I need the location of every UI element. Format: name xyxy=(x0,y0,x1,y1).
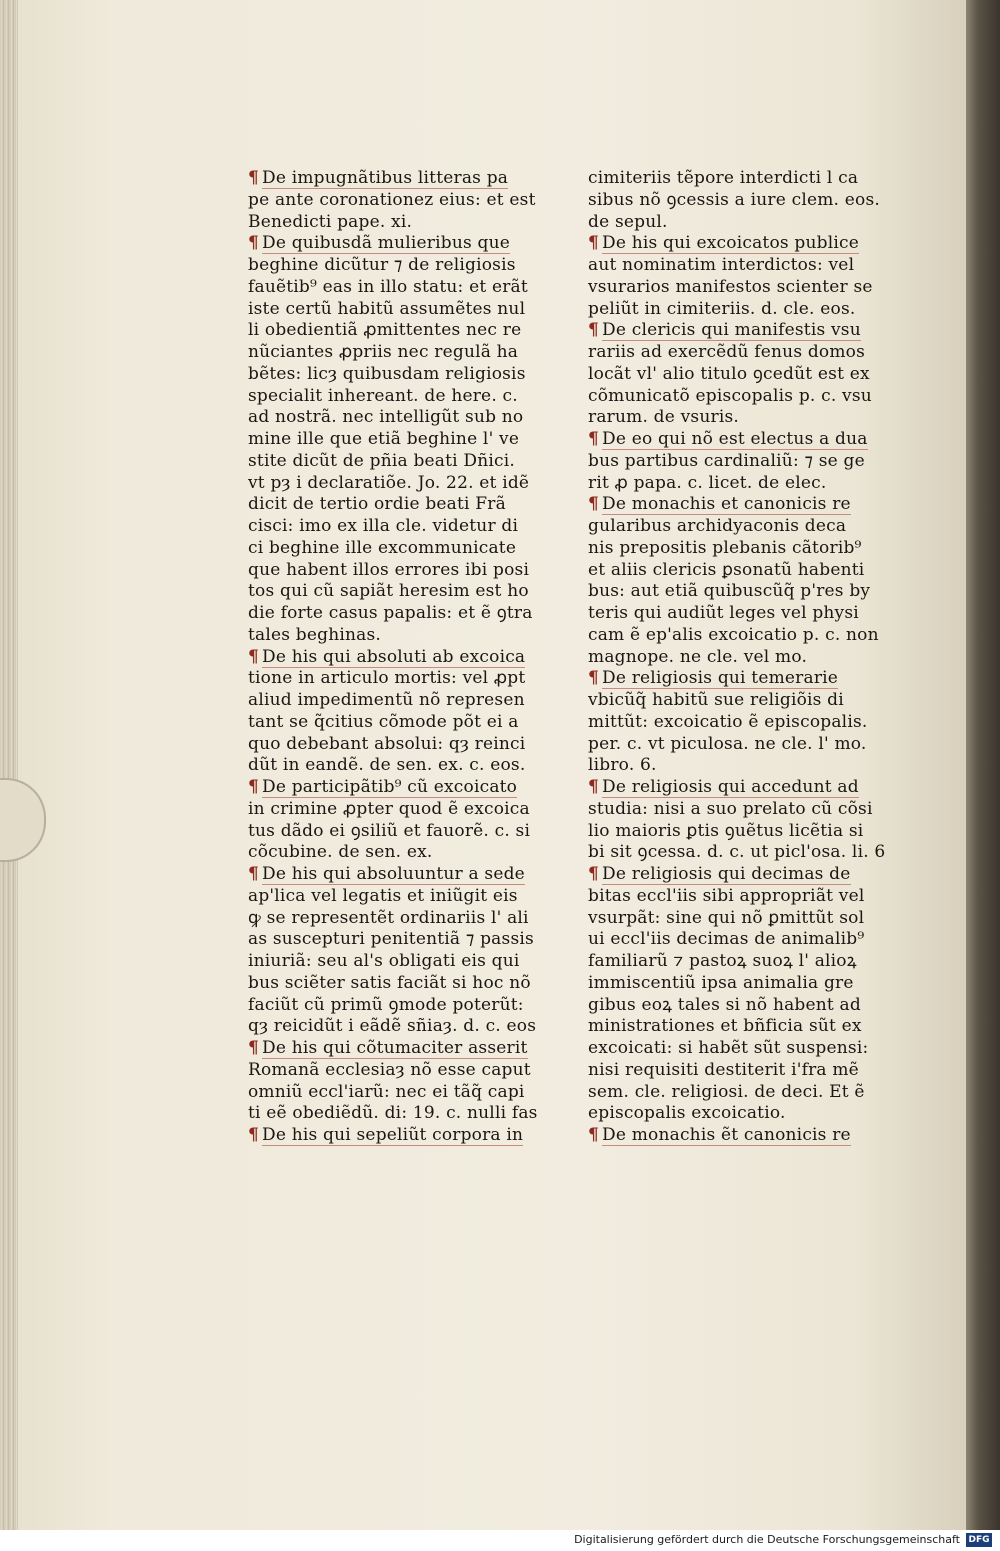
line-text: vbicũq̃ habitũ sue religiõis di xyxy=(588,690,844,710)
text-line xyxy=(588,320,908,342)
text-line xyxy=(588,625,908,647)
text-line xyxy=(248,451,568,473)
text-line xyxy=(588,886,908,908)
line-text: que habent illos errores ibi posi xyxy=(248,559,530,580)
text-line xyxy=(248,668,568,690)
right-text-column xyxy=(588,168,908,1147)
text-line xyxy=(248,168,568,190)
line-text: teris qui audiũt leges vel physi xyxy=(588,603,859,623)
pilcrow-icon: ¶ xyxy=(248,1038,260,1058)
line-text: De his qui cõtumaciter asserit xyxy=(262,1038,528,1058)
line-text: De his qui absoluuntur a sede xyxy=(262,864,525,884)
line-text: studia: nisi a suo prelato cũ cõsi xyxy=(588,798,873,819)
text-line xyxy=(248,1038,568,1060)
text-line xyxy=(588,581,908,603)
text-line xyxy=(588,516,908,538)
pilcrow-icon: ¶ xyxy=(588,429,600,449)
line-text: vt pȝ i declaratiõe. Jo. 22. et idẽ xyxy=(248,472,530,493)
text-line xyxy=(248,864,568,886)
line-text: Romanã ecclesiaȝ nõ esse caput xyxy=(248,1059,531,1080)
text-line xyxy=(248,386,568,408)
text-line xyxy=(588,777,908,799)
line-text: specialit inhereant. de here. c. xyxy=(248,385,518,406)
line-text: quo debebant absolui: qȝ reinci xyxy=(248,733,526,754)
text-line xyxy=(588,973,908,995)
text-line xyxy=(588,821,908,843)
line-text: De religiosis qui decimas de xyxy=(602,864,851,884)
line-text: beghine dicũtur ⁊ de religiosis xyxy=(248,255,516,275)
line-text: De his qui absoluti ab excoica xyxy=(262,646,526,667)
line-text: excoicati: si habẽt sũt suspensi: xyxy=(588,1038,869,1058)
line-text: rarum. de vsuris. xyxy=(588,407,739,428)
text-line xyxy=(248,277,568,299)
text-line xyxy=(588,1082,908,1104)
text-line xyxy=(248,647,568,669)
line-text: De impugnãtibus litteras pa xyxy=(262,168,509,188)
line-text: sem. cle. religiosi. de deci. Et ẽ xyxy=(588,1081,865,1102)
text-line xyxy=(588,995,908,1017)
text-line xyxy=(588,212,908,234)
line-text: De his qui sepeliũt corpora in xyxy=(262,1125,524,1145)
line-text: cimiteriis tẽpore interdicti l ca xyxy=(588,168,859,188)
text-line xyxy=(588,908,908,930)
line-text: magnope. ne cle. vel mo. xyxy=(588,646,808,667)
text-line xyxy=(248,299,568,321)
pilcrow-icon: ¶ xyxy=(588,320,600,341)
text-line xyxy=(248,799,568,821)
line-text: tione in articulo mortis: vel ꝓpt xyxy=(248,668,526,689)
line-text: De participãtib⁹ cũ excoicato xyxy=(262,777,518,797)
text-line xyxy=(588,429,908,451)
line-text: mittũt: excoicatio ẽ episcopalis. xyxy=(588,711,868,732)
text-line xyxy=(588,386,908,408)
line-text: cõcubine. de sen. ex. xyxy=(248,842,433,863)
line-text: familiarũ ⁊ pastoꝝ suoꝝ l' alioꝝ xyxy=(588,951,857,971)
text-line xyxy=(248,320,568,342)
line-text: cõmunicatõ episcopalis p. c. vsu xyxy=(588,385,872,406)
line-text: bẽtes: licȝ quibusdam religiosis xyxy=(248,363,526,384)
text-line xyxy=(248,1125,568,1147)
text-line xyxy=(248,1103,568,1125)
text-line xyxy=(248,212,568,234)
line-text: ap'lica vel legatis et iniũgit eis xyxy=(248,885,518,906)
text-line xyxy=(248,473,568,495)
line-text: mine ille que etiã beghine l' ve xyxy=(248,429,520,449)
text-line xyxy=(588,494,908,516)
line-text: De quibusdã mulieribus que xyxy=(262,233,510,254)
text-line xyxy=(248,625,568,647)
pilcrow-icon: ¶ xyxy=(588,494,600,515)
text-line xyxy=(248,995,568,1017)
pilcrow-icon: ¶ xyxy=(588,864,600,884)
line-text: stite dicũt de pñia beati Dñici. xyxy=(248,450,515,471)
line-text: De his qui excoicatos publice xyxy=(602,233,859,254)
text-line xyxy=(588,560,908,582)
line-text: tant se q̃citius cõmode põt ei a xyxy=(248,711,519,732)
line-text: pe ante coronationez eius: et est xyxy=(248,189,536,210)
text-line xyxy=(248,777,568,799)
text-line xyxy=(248,560,568,582)
line-text: omniũ eccl'iarũ: nec ei tãq̃ capi xyxy=(248,1081,525,1102)
line-text: aut nominatim interdictos: vel xyxy=(588,255,855,275)
line-text: tus dãdo ei ꝯsiliũ et fauorẽ. c. si xyxy=(248,820,531,841)
text-line xyxy=(588,277,908,299)
line-text: rariis ad exercẽdũ fenus domos xyxy=(588,342,866,362)
text-line xyxy=(248,364,568,386)
text-line xyxy=(588,712,908,734)
line-text: sibus nõ ꝯcessis a iure clem. eos. xyxy=(588,189,880,210)
text-line xyxy=(248,973,568,995)
line-text: die forte casus papalis: et ẽ ꝯtra xyxy=(248,603,533,623)
line-text: tales beghinas. xyxy=(248,624,382,645)
line-text: De clericis qui manifestis vsu xyxy=(602,320,861,341)
text-line xyxy=(588,364,908,386)
line-text: bus: aut etiã quibuscũq̃ p'res by xyxy=(588,581,871,602)
text-line xyxy=(248,494,568,516)
text-line xyxy=(248,908,568,930)
line-text: dũt in eandẽ. de sen. ex. c. eos. xyxy=(248,755,526,776)
line-text: Benedicti pape. xi. xyxy=(248,211,413,232)
text-line xyxy=(248,1016,568,1038)
line-text: iniuriã: seu al's obligati eis qui xyxy=(248,951,520,971)
text-line xyxy=(248,255,568,277)
line-text: De religiosis qui temerarie xyxy=(602,668,839,689)
pilcrow-icon: ¶ xyxy=(248,646,260,667)
line-text: qȝ reicidũt i eãdẽ sñiaȝ. d. c. eos xyxy=(248,1016,537,1037)
pilcrow-icon: ¶ xyxy=(248,1125,260,1145)
pilcrow-icon: ¶ xyxy=(248,168,260,188)
text-line xyxy=(588,668,908,690)
text-line xyxy=(248,1082,568,1104)
line-text: per. c. vt piculosa. ne cle. l' mo. xyxy=(588,733,867,754)
text-line xyxy=(588,603,908,625)
text-line xyxy=(248,690,568,712)
text-line xyxy=(588,842,908,864)
line-text: cisci: imo ex illa cle. videtur di xyxy=(248,516,519,536)
line-text: dicit de tertio ordie beati Frã xyxy=(248,494,506,515)
line-text: lio maioris ꝑtis ꝯuẽtus licẽtia si xyxy=(588,820,864,841)
line-text: nis prepositis plebanis cãtorib⁹ xyxy=(588,537,862,558)
text-line xyxy=(248,190,568,212)
text-line xyxy=(588,929,908,951)
line-text: ad nostrã. nec intelligũt sub no xyxy=(248,407,524,428)
text-line xyxy=(248,929,568,951)
text-line xyxy=(248,407,568,429)
text-line xyxy=(588,799,908,821)
text-line xyxy=(588,1016,908,1038)
line-text: bi sit ꝯcessa. d. c. ut picl'osa. li. 6 xyxy=(588,842,886,863)
line-text: iste certũ habitũ assumẽtes nul xyxy=(248,298,526,319)
footer-credit: Digitalisierung gefördert durch die Deutsche Forschungsgemeinschaft xyxy=(574,1533,960,1546)
text-line xyxy=(248,603,568,625)
line-text: de sepul. xyxy=(588,211,668,232)
text-line xyxy=(588,647,908,669)
line-text: De monachis ẽt canonicis re xyxy=(602,1125,851,1145)
line-text: tos qui cũ sapiãt heresim est ho xyxy=(248,581,529,602)
text-line xyxy=(248,429,568,451)
text-line xyxy=(248,233,568,255)
text-line xyxy=(248,734,568,756)
text-line xyxy=(248,842,568,864)
pilcrow-icon: ¶ xyxy=(588,233,600,254)
line-text: nũciantes ꝓpriis nec regulã ha xyxy=(248,342,519,362)
pilcrow-icon: ¶ xyxy=(588,1125,600,1145)
line-text: peliũt in cimiteriis. d. cle. eos. xyxy=(588,298,856,319)
line-text: locãt vl' alio titulo ꝯcedũt est ex xyxy=(588,363,870,384)
footer-bar xyxy=(0,1530,1000,1551)
line-text: bitas eccl'iis sibi appropriãt vel xyxy=(588,885,865,906)
line-text: gibus eoꝝ tales si nõ habent ad xyxy=(588,994,861,1015)
line-text: as suscepturi penitentiã ⁊ passis xyxy=(248,929,534,950)
line-text: bus sciẽter satis faciãt si hoc nõ xyxy=(248,972,531,993)
line-text: faciũt cũ primũ ꝯmode poterũt: xyxy=(248,994,524,1015)
text-line xyxy=(588,473,908,495)
line-text: nisi requisiti destiterit i'fra mẽ xyxy=(588,1059,859,1080)
text-line xyxy=(588,407,908,429)
text-line xyxy=(588,168,908,190)
line-text: li obedientiã ꝓmittentes nec re xyxy=(248,320,522,341)
line-text: De religiosis qui accedunt ad xyxy=(602,777,859,797)
text-line xyxy=(248,342,568,364)
text-line xyxy=(588,1103,908,1125)
line-text: bus partibus cardinaliũ: ⁊ se ge xyxy=(588,450,865,471)
line-text: immiscentiũ ipsa animalia gre xyxy=(588,972,854,993)
text-line xyxy=(588,864,908,886)
line-text: et aliis clericis ꝑsonatũ habenti xyxy=(588,559,865,580)
line-text: fauẽtib⁹ eas in illo statu: et erãt xyxy=(248,276,528,297)
line-text: De eo qui nõ est electus a dua xyxy=(602,429,868,449)
line-text: rit ꝓ papa. c. licet. de elec. xyxy=(588,472,827,493)
dfg-logo: DFG xyxy=(966,1533,992,1547)
line-text: vsurpãt: sine qui nõ ꝑmittũt sol xyxy=(588,907,865,928)
text-line xyxy=(248,755,568,777)
text-line xyxy=(588,755,908,777)
line-text: ti eẽ obediẽdũ. di: 19. c. nulli fas xyxy=(248,1103,538,1124)
text-line xyxy=(248,581,568,603)
text-line xyxy=(248,951,568,973)
line-text: ministrationes et bñficia sũt ex xyxy=(588,1016,862,1037)
pilcrow-icon: ¶ xyxy=(248,864,260,884)
text-line xyxy=(248,1060,568,1082)
line-text: aliud impedimentũ nõ represen xyxy=(248,690,525,710)
line-text: episcopalis excoicatio. xyxy=(588,1103,786,1124)
pilcrow-icon: ¶ xyxy=(248,777,260,797)
line-text: gularibus archidyaconis deca xyxy=(588,516,847,536)
text-line xyxy=(588,342,908,364)
book-gutter xyxy=(966,0,1000,1530)
text-line xyxy=(588,734,908,756)
pilcrow-icon: ¶ xyxy=(588,777,600,797)
text-line xyxy=(588,690,908,712)
text-line xyxy=(588,233,908,255)
text-line xyxy=(588,299,908,321)
text-line xyxy=(588,451,908,473)
line-text: vsurarios manifestos scienter se xyxy=(588,276,873,297)
line-text: cam ẽ ep'alis excoicatio p. c. non xyxy=(588,624,879,645)
line-text: libro. 6. xyxy=(588,755,657,776)
pilcrow-icon: ¶ xyxy=(588,668,600,689)
text-line xyxy=(248,538,568,560)
text-line xyxy=(248,712,568,734)
text-line xyxy=(588,190,908,212)
text-line xyxy=(588,1125,908,1147)
line-text: ci beghine ille excommunicate xyxy=(248,537,517,558)
left-text-column xyxy=(248,168,568,1147)
line-text: De monachis et canonicis re xyxy=(602,494,851,515)
line-text: ui eccl'iis decimas de animalib⁹ xyxy=(588,929,865,950)
text-line xyxy=(588,538,908,560)
text-line xyxy=(588,1038,908,1060)
text-line xyxy=(588,951,908,973)
text-line xyxy=(248,821,568,843)
text-line xyxy=(588,1060,908,1082)
text-line xyxy=(248,886,568,908)
line-text: ꝙ se representẽt ordinariis l' ali xyxy=(248,907,529,928)
pilcrow-icon: ¶ xyxy=(248,233,260,254)
line-text: in crimine ꝓpter quod ẽ excoica xyxy=(248,798,530,819)
text-line xyxy=(588,255,908,277)
text-line xyxy=(248,516,568,538)
